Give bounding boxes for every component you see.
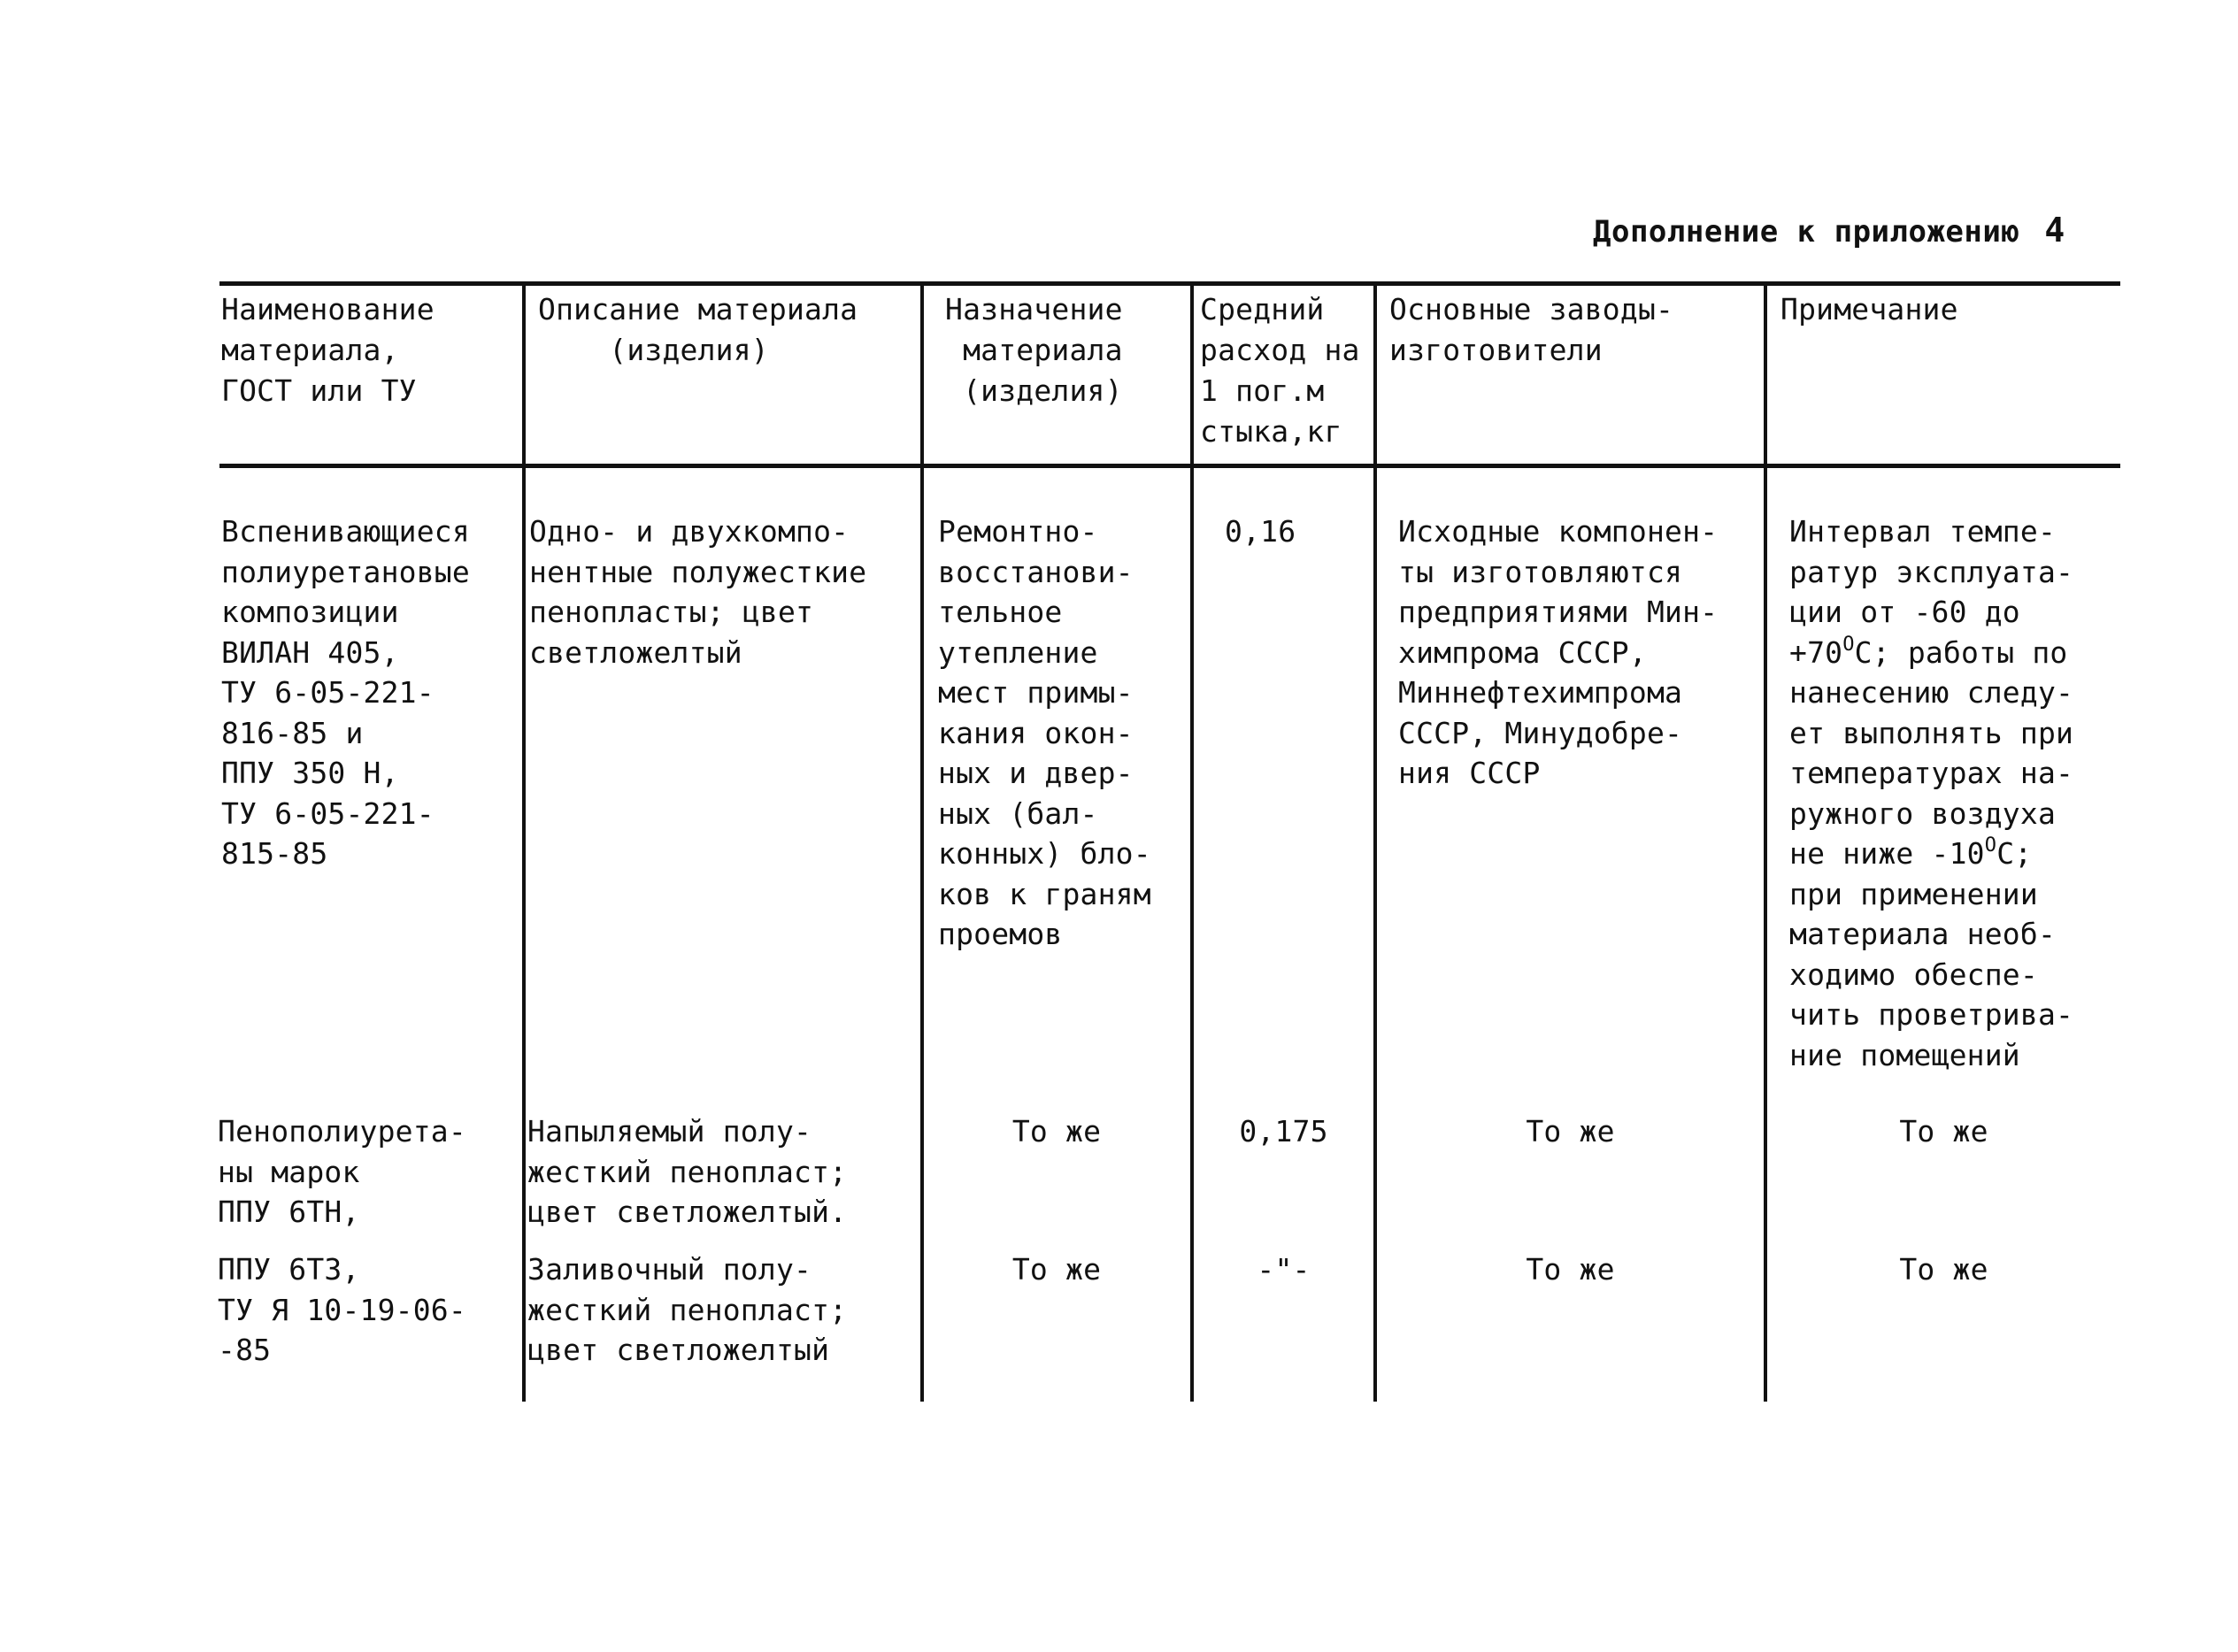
row3-purpose: То же	[1011, 1252, 1102, 1287]
row1-note-part2: С; работы по нанесению следу- ет выполнять при температурах на- ружного воздуха не ниже -10	[1789, 634, 2074, 871]
column-divider-4	[1373, 285, 1377, 1402]
row2-name: Пенополиурета- ны марок ППУ 6ТН,	[218, 1114, 466, 1229]
row1-purpose: Ремонтно- восстанови- тельное утепление мест примы- кания окон- ных и двер- ных (бал- конных) бло- ков к граням проемов	[938, 514, 1151, 951]
row1-note	[1789, 511, 2073, 1075]
degree-sign: O	[1984, 834, 1997, 857]
row3-description: Заливочный полу- жесткий пенопласт; цвет светложелтый	[527, 1252, 848, 1367]
appendix-header	[1593, 211, 2065, 250]
column-header-manufacturers: Основные заводы- изготовители	[1389, 292, 1674, 367]
column-header-description: Описание материала (изделия)	[538, 292, 858, 367]
column-divider-3	[1190, 285, 1194, 1402]
appendix-header-title: Дополнение к приложению	[1593, 214, 2020, 250]
row1-note-part3: С; при применении материала необ- ходимо обеспе- чить проветрива- ние помещений	[1789, 836, 2074, 1072]
column-header-note: Примечание	[1780, 292, 1958, 327]
column-header-consumption: Средний расход на 1 пог.м стыка,кг	[1200, 292, 1360, 449]
row3-note: То же	[1899, 1252, 1988, 1287]
row3-name: ППУ 6ТЗ, ТУ Я 10-19-06- -85	[218, 1252, 466, 1367]
row2-manufacturers: То же	[1526, 1114, 1615, 1149]
degree-sign: O	[1842, 633, 1855, 656]
column-divider-1	[522, 285, 526, 1402]
column-divider-5	[1764, 285, 1767, 1402]
table-header-rule	[219, 464, 2120, 468]
column-divider-2	[920, 285, 924, 1402]
table-top-rule	[219, 281, 2120, 286]
row3-consumption: -"-	[1257, 1252, 1311, 1287]
column-header-name: Наименование материала, ГОСТ или ТУ	[221, 292, 435, 408]
row2-description: Напыляемый полу- жесткий пенопласт; цвет светложелтый.	[527, 1114, 848, 1229]
row1-manufacturers: Исходные компонен- ты изготовляются предприятиями Мин- химпрома СССР, Миннефтехимпрома СССР, Минудобре- ния СССР	[1398, 514, 1719, 790]
row1-consumption: 0,16	[1225, 514, 1296, 549]
row1-description: Одно- и двухкомпо- нентные полужесткие пенопласты; цвет светложелтый	[529, 514, 867, 670]
row1-note-part1: Интервал темпе- ратур эксплуата- ции от -60 до +70	[1789, 514, 2074, 670]
row1-name: Вспенивающиеся полиуретановые композиции ВИЛАН 405, ТУ 6-05-221- 816-85 и ППУ 350 Н, ТУ 6-05-221- 815-85	[221, 514, 470, 871]
row2-note: То же	[1899, 1114, 1988, 1149]
row2-purpose: То же	[1011, 1114, 1102, 1149]
row3-manufacturers: То же	[1526, 1252, 1615, 1287]
appendix-number: 4	[2044, 211, 2065, 250]
column-header-purpose: Назначение материала (изделия)	[945, 292, 1123, 408]
row2-consumption: 0,175	[1239, 1114, 1328, 1149]
